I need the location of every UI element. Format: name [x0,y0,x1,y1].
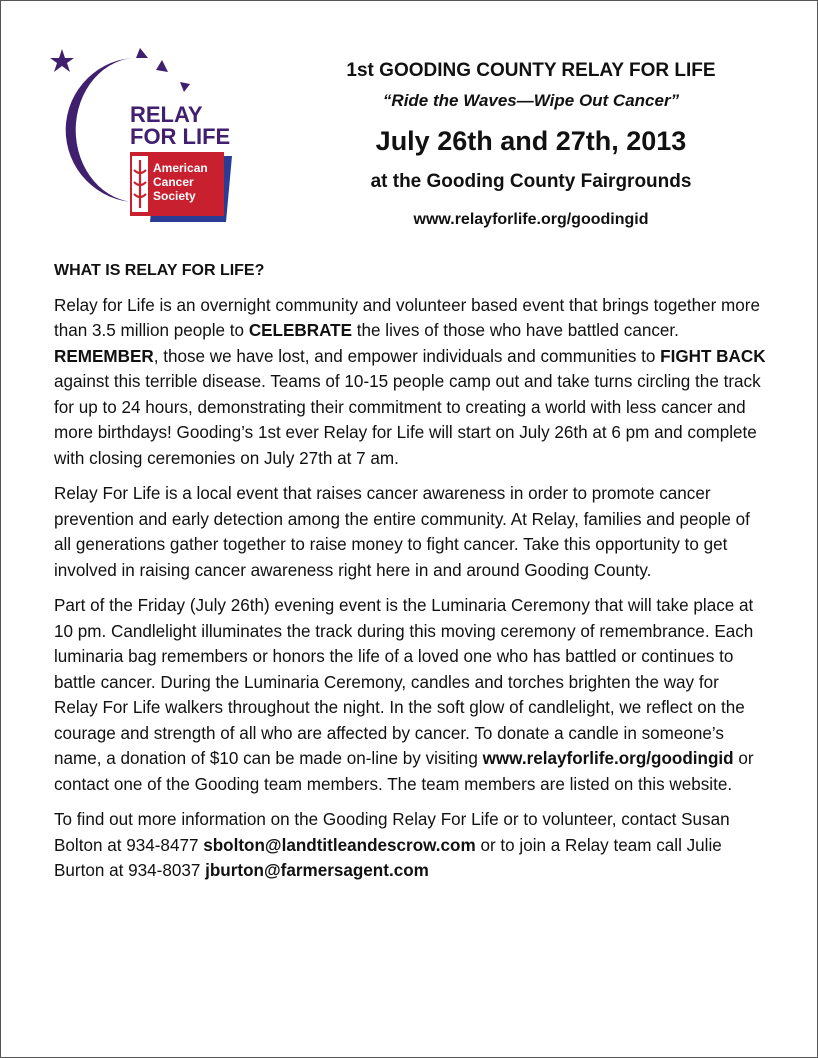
donation-link[interactable]: www.relayforlife.org/goodingid [482,749,734,768]
email-susan-bolton[interactable]: sbolton@landtitleandescrow.com [203,835,476,855]
p1-text3: , those we have lost, and empower individuals and communities to [153,346,661,366]
paragraph-what-is [54,293,766,472]
p4-text2: or to join a Relay team call Julie Burton at 934-8037 [54,835,722,880]
event-title: 1st GOODING COUNTY RELAY FOR LIFE [346,60,716,81]
event-tagline: “Ride the Waves—Wipe Out Cancer” [382,91,680,110]
logo-line1: RELAY [130,102,203,127]
header [322,56,740,238]
paragraph-contact [54,807,766,884]
paragraph-awareness: Relay For Life is a local event that raises cancer awareness in order to promote cancer prevention and early detection among the entire community. At Relay, families and people of all generations gather together to raise money to fight cancer. Take this opportunity to get involved in raising cancer awareness right here in and around Gooding County. [54,484,750,580]
triangle-icon [136,48,148,58]
event-location: at the Gooding County Fairgrounds [370,171,692,192]
p1-text4: against this terrible disease. Teams of 10-15 people camp out and take turns circling the track for up to 24 hours, demonstrating their commitment to creating a world with less cancer and more birthdays! Gooding’s 1st ever Relay for Life will start on July 26th at 6 pm and complete with closing ceremonies on July 27th at 7 am. [54,372,761,468]
star-icon [50,49,74,72]
triangle-icon [156,60,168,72]
p1-fight-back: FIGHT BACK [660,346,766,366]
logo-line2: FOR LIFE [130,124,231,149]
triangle-icon [180,82,190,92]
p3-text1: Part of the Friday (July 26th) evening event is the Luminaria Ceremony that will take place at 10 pm. Candlelight illuminates the track during this moving ceremony of remembrance. Each luminaria bag remembers or honors the life of a loved one who has battled or continues to battle cancer. During the Luminaria Ceremony, candles and torches brighten the way for Relay For Life walkers throughout the night. In the soft glow of candlelight, we reflect on the courage and strength of all who are affected by cancer. To donate a candle in someone’s name, a donation of $10 can be made on-line by visiting [54,596,754,768]
relay-for-life-logo [44,44,244,224]
body-content [54,258,766,894]
p3-text2: or contact one of the Gooding team members. The team members are listed on this website. [54,749,754,794]
section-heading: WHAT IS RELAY FOR LIFE? [54,262,265,279]
acs-line2: Cancer [153,175,194,189]
paragraph-luminaria [54,593,766,797]
acs-line1: American [153,161,208,175]
p1-text1: Relay for Life is an overnight community and volunteer based event that brings together more than 3.5 million people to [54,295,760,340]
p1-text2: the lives of those who have battled cancer. [352,321,679,340]
event-url[interactable]: www.relayforlife.org/goodingid [413,211,649,228]
acs-line3: Society [153,189,196,203]
p1-remember: REMEMBER [54,346,154,366]
event-dates: July 26th and 27th, 2013 [375,126,687,156]
p4-text1: To find out more information on the Gooding Relay For Life or to volunteer, contact Susan Bolton at 934-8477 [54,810,730,855]
p1-celebrate: CELEBRATE [248,321,353,340]
email-julie-burton[interactable]: jburton@farmersagent.com [205,861,429,880]
